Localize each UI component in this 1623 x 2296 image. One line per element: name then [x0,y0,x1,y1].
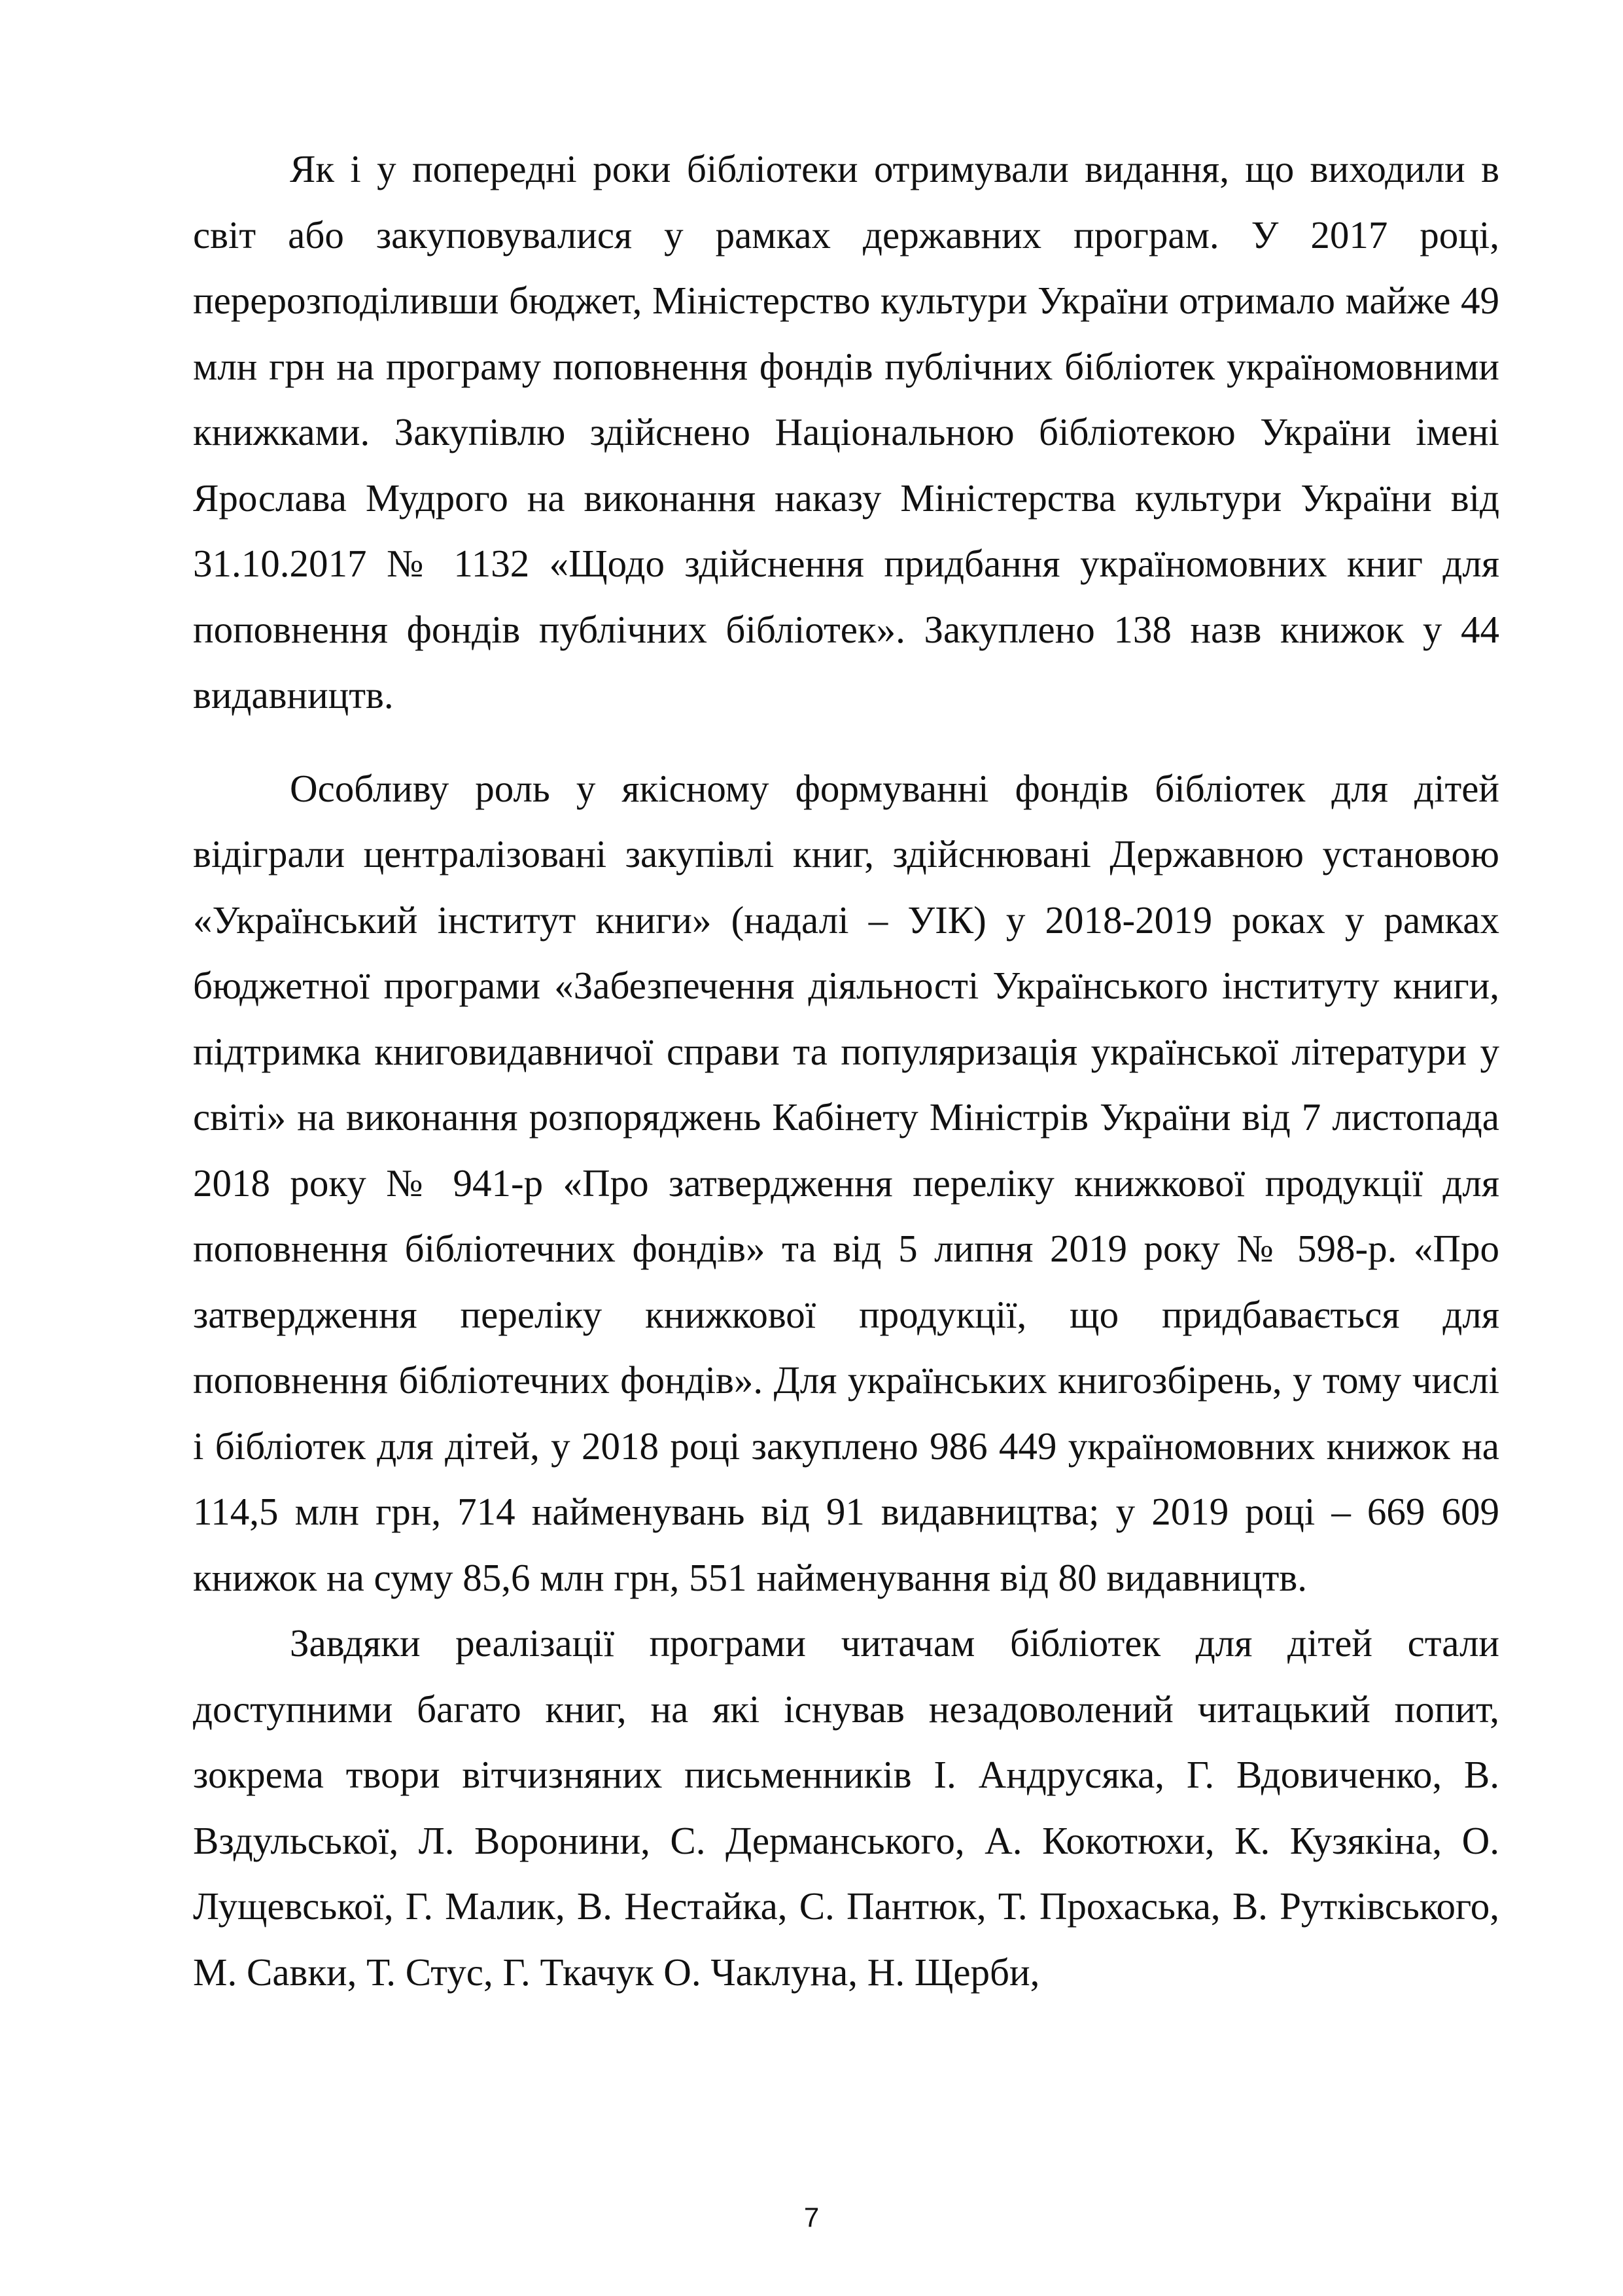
paragraph-library-acquisitions-2017: Як і у попередні роки бібліотеки отримували видання, що виходили в світ або закуповувалися у рамках державних програм. У 2017 році, перерозподіливши бюджет, Міністерство культури України отримало майже 49 млн грн на програму поповнення фондів публічних бібліотек україномовними книжками. Закупівлю здійснено Національною бібліотекою України імені Ярослава Мудрого на виконання наказу Міністерства культури України від 31.10.2017 № 1132 «Щодо здійснення придбання україномовних книг для поповнення фондів публічних бібліотек». Закуплено 138 назв книжок у 44 видавництв. [193,147,1499,716]
page-number: 7 [803,2202,820,2233]
paragraph-program-results-authors: Завдяки реалізації програми читачам бібліотек для дітей стали доступними багато книг, на які існував незадоволений читацький попит, зокрема твори вітчизняних письменників І. Андрусяка, Г. Вдовиченко, В. Вздульської, Л. Воронини, С. Дерманського, А. Кокотюхи, К. Кузякіна, О. Лущевської, Г. Малик, В. Нестайка, С. Пантюк, Т. Прохаська, В. Рутківського, М. Савки, Т. Стус, Г. Ткачук О. Чаклуна, Н. Щерби, [193,1621,1499,1994]
body-text [193,136,1499,2005]
paragraph-uik-centralized-purchases: Особливу роль у якісному формуванні фондів бібліотек для дітей відіграли централізовані закупівлі книг, здійснювані Державною установою «Український інститут книги» (надалі – УІК) у 2018-2019 роках у рамках бюджетної програми «Забезпечення діяльності Українського інституту книги, підтримка книговидавничої справи та популяризація української літератури у світі» на виконання розпоряджень Кабінету Міністрів України від 7 листопада 2018 року № 941-р «Про затвердження переліку книжкової продукції для поповнення бібліотечних фондів» та від 5 липня 2019 року № 598-р. «Про затвердження переліку книжкової продукції, що придбавається для поповнення бібліотечних фондів». Для українських книгозбірень, у тому числі і бібліотек для дітей, у 2018 році закуплено 986 449 україномовних книжок на 114,5 млн грн, 714 найменувань від 91 видавництва; у 2019 році – 669 609 книжок на суму 85,6 млн грн, 551 найменування від 80 видавництв. [193,766,1499,1599]
